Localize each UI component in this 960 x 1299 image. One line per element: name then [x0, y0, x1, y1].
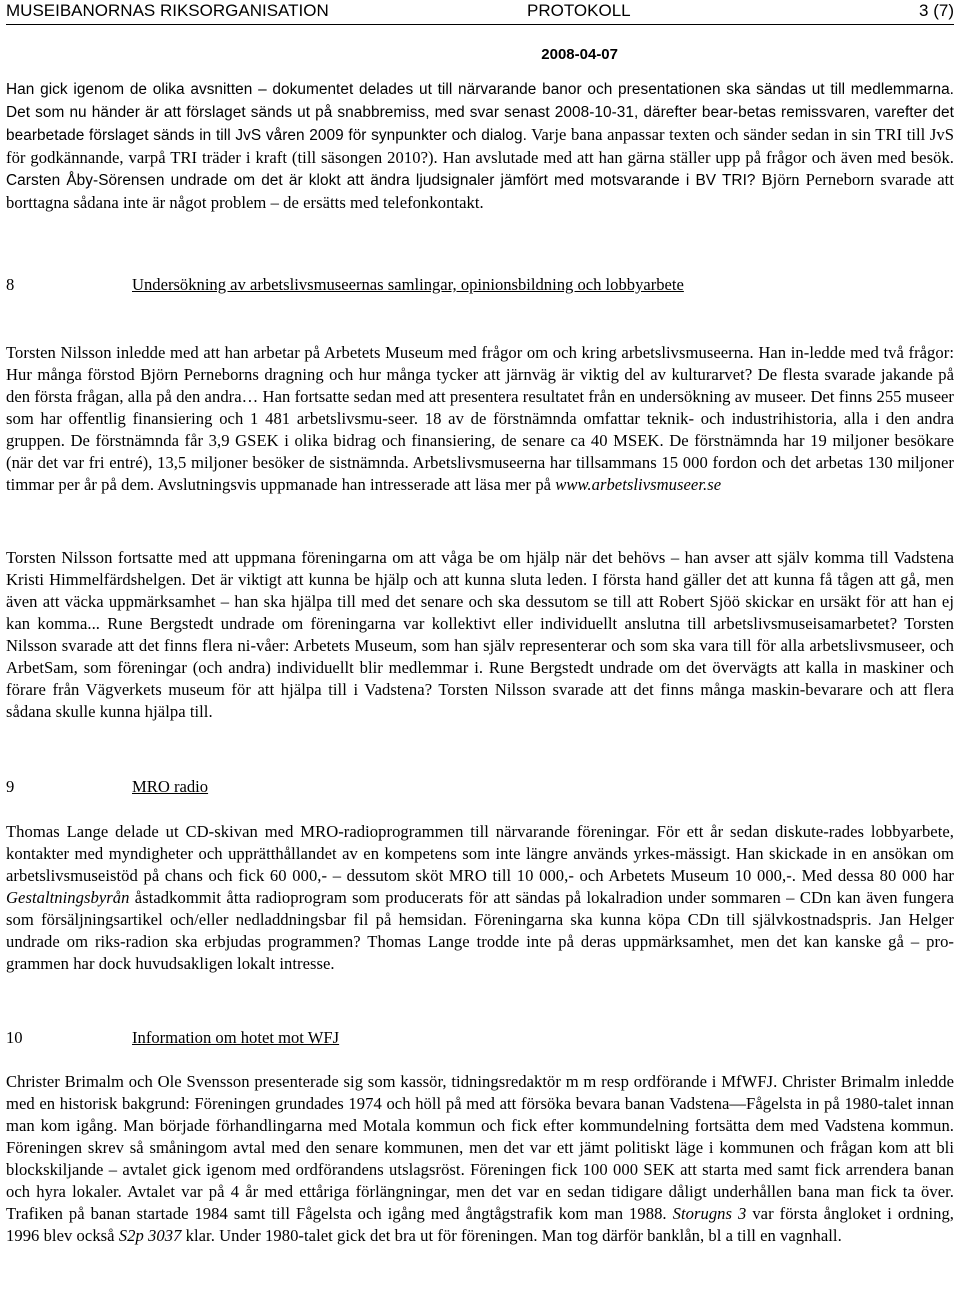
- intro-text-1: Han gick igenom de olika avsnitten – dokumentet delades ut till närvarande banor och presentationen ska sändas ut till medlemmarna. Det som nu händer är att förslaget sänds ut på snabbremiss, med svar senast 2008-10-31, därefter bear-betas remissvaren, varefter det bearbetade förslaget sänds in till JvS våren 2009 för synpunkter och dialog.: [6, 81, 954, 144]
- document-date: 2008-04-07: [541, 46, 618, 63]
- intro-paragraph: [6, 78, 954, 214]
- section-10-number: 10: [6, 1028, 23, 1047]
- section-8-title: Undersökning av arbetslivsmuseernas samlingar, opinionsbildning och lobbyarbete: [132, 275, 684, 294]
- organization-name: MUSEIBANORNAS RIKSORGANISATION: [6, 1, 329, 20]
- section-8-text-2: Torsten Nilsson fortsatte med att uppmana föreningarna om att våga be om hjälp när det behövs – han avser att själv komma till Vadstena Kristi Himmelfärdshelgen. Det är viktigt att kunna be hjälp och att kunna sluta leden. I första hand gäller det att kunna få tågen att gå, men även att väcka uppmärksamhet – han ska hjälpa till med det senare och ska dessutom se till att Robert Sjöö skickar en ursäkt för att han ej kan komma... Rune Bergstedt undrade om föreningarna var kollektivt eller individuellt anslutna till arbetslivsmuseisamarbetet? Torsten Nilsson svarade att det finns flera ni-våer: Arbetets Museum, som han själv representerar och som ska vara till för alla arbetslivsmuseer, och ArbetSam, som föreningar (och andra) individuellt blir medlemmar i. Rune Bergstedt undrade om det övervägts att kalla in maskiner och förare från Vägverkets museum för att hjälpa till i Vadstena? Torsten Nilsson svarade att det finns många maskin-bevarare och att flera sådana skulle kunna hjälpa till.: [6, 548, 954, 721]
- intro-text-3: Carsten Åby-Sörensen undrade om det är klokt att ändra ljudsignaler jämfört med motsvarande i BV TRI?: [6, 172, 756, 189]
- section-9-text-1: Thomas Lange delade ut CD-skivan med MRO-radioprogrammen till närvarande föreningar. För ett år sedan diskute-rades lobbyarbete, kontakter med myndigheter och upprätthållandet av en kompetens som inte längre används yrkes-mässigt. Han skickade in en ansökan om arbetslivsmuseistöd på chans och fick 60 000,- – dessutom sköt MRO till 10 000,- och Arbetets Museum 10 000,-. Med dessa 80 000 har: [6, 822, 954, 885]
- section-10-italic-2: S2p 3037: [118, 1226, 182, 1245]
- section-10-text-2: var första ångloket i ordning, 1996 blev också: [6, 1204, 954, 1245]
- intro-text-4: Björn Perneborn svarade att borttagna sådana inte är något problem – de ersätts med telefonkontakt.: [6, 170, 955, 212]
- section-8-number: 8: [6, 275, 15, 294]
- intro-text-2: Varje bana anpassar texten och sänder sedan in sin TRI till JvS för godkännande, varpå TRI träder i kraft (till säsongen 2010?). Han avslutade med att han gärna ställer upp på frågor och även med besök.: [6, 125, 954, 167]
- document-type: PROTOKOLL: [527, 1, 631, 20]
- section-8-text-1: Torsten Nilsson inledde med att han arbetar på Arbetets Museum med frågor om och kring arbetslivsmuseerna. Han in-ledde med två frågor: Hur många förstod Björn Perneborns dragning och hur många tycker att järnväg är viktig del av kulturarvet? De flesta svarade jakande på den första frågan, alla på den andra… Han fortsatte sedan med att presentera resultatet från en undersökning av museer. Det finns 255 museer som har offentlig finansiering och 1 481 arbetslivsmu-seer. 18 av de förstnämnda omfattar teknik- och industrihistoria, alla i den andra gruppen. De förstnämnda får 3,9 GSEK i olika bidrag och finansiering, de senare ca 40 MSEK. De förstnämnda har 19 miljoner besökare (när det var fri entré), 13,5 miljoner besöker de sistnämnda. Arbetslivsmuseerna har tillsammans 15 000 fordon och det arbetas 130 miljoner timmar per år på dem. Avslutningsvis uppmanade han intresserade att läsa mer på: [6, 343, 954, 494]
- website-link[interactable]: www.arbetslivsmuseer.se: [555, 475, 722, 494]
- section-9-italic: Gestaltningsbyrån: [6, 888, 130, 907]
- section-10-text-3: klar. Under 1980-talet gick det bra ut för föreningen. Man tog därför banklån, bl a till en vagnhall.: [181, 1226, 842, 1245]
- section-9-text-2: åstadkommit åtta radioprogram som producerats för att sändas på lokalradion under sommaren – CDn kan även fungera som försäljningsartikel och/eller nedladdningsbar fil på hemsidan. Föreningarna ska kunna köpa CDn till självkostnadspris. Jan Helger undrade om riks-radion ska erbjudas programmen? Thomas Lange trodde inte på deras uppmärksamhet, men det kan kanske gå – pro-grammen har dock huvudsakligen lokalt intresse.: [6, 888, 954, 973]
- page-header: [6, 0, 954, 25]
- page-number: 3 (7): [919, 1, 954, 20]
- section-10-paragraph: [6, 1071, 954, 1247]
- section-10-title: Information om hotet mot WFJ: [132, 1028, 340, 1047]
- section-10-italic-1: Storugns 3: [672, 1204, 747, 1223]
- section-10-text-1: Christer Brimalm och Ole Svensson presenterade sig som kassör, tidningsredaktör m m resp ordförande i MfWFJ. Christer Brimalm inledde med en historisk bakgrund: Föreningen grundades 1974 och höll på med att försöka bevara banan Vadstena—Fågelsta in på 1980-talet innan man kom igång. Man började förhandlingarna med Motala kommun och fick efter kommundelning fortsätta dem med Vadstena kommun. Föreningen skrev så småningom avtal med den senare kommunen, men det var ett jämt politiskt läge i kommunen och frågan kom att bli blockskiljande – avtalet gick igenom med ordförandens utslagsröst. Föreningen fick 100 000 SEK att starta med samt fick arrendera banan och hyra lokaler. Avtalet var på 4 år med ettåriga förlängningar, men det var en sedan tidigare dåligt underhållen bana man fick ta över. Trafiken på banan startade 1984 samt till Fågelsta och igång med ångtågstrafik kom man 1988.: [6, 1072, 954, 1223]
- section-9-title: MRO radio: [132, 777, 209, 796]
- section-9-number: 9: [6, 777, 15, 796]
- section-8-paragraph-2: [6, 547, 954, 723]
- section-8-paragraph-1: [6, 342, 954, 496]
- section-9-paragraph: [6, 821, 954, 975]
